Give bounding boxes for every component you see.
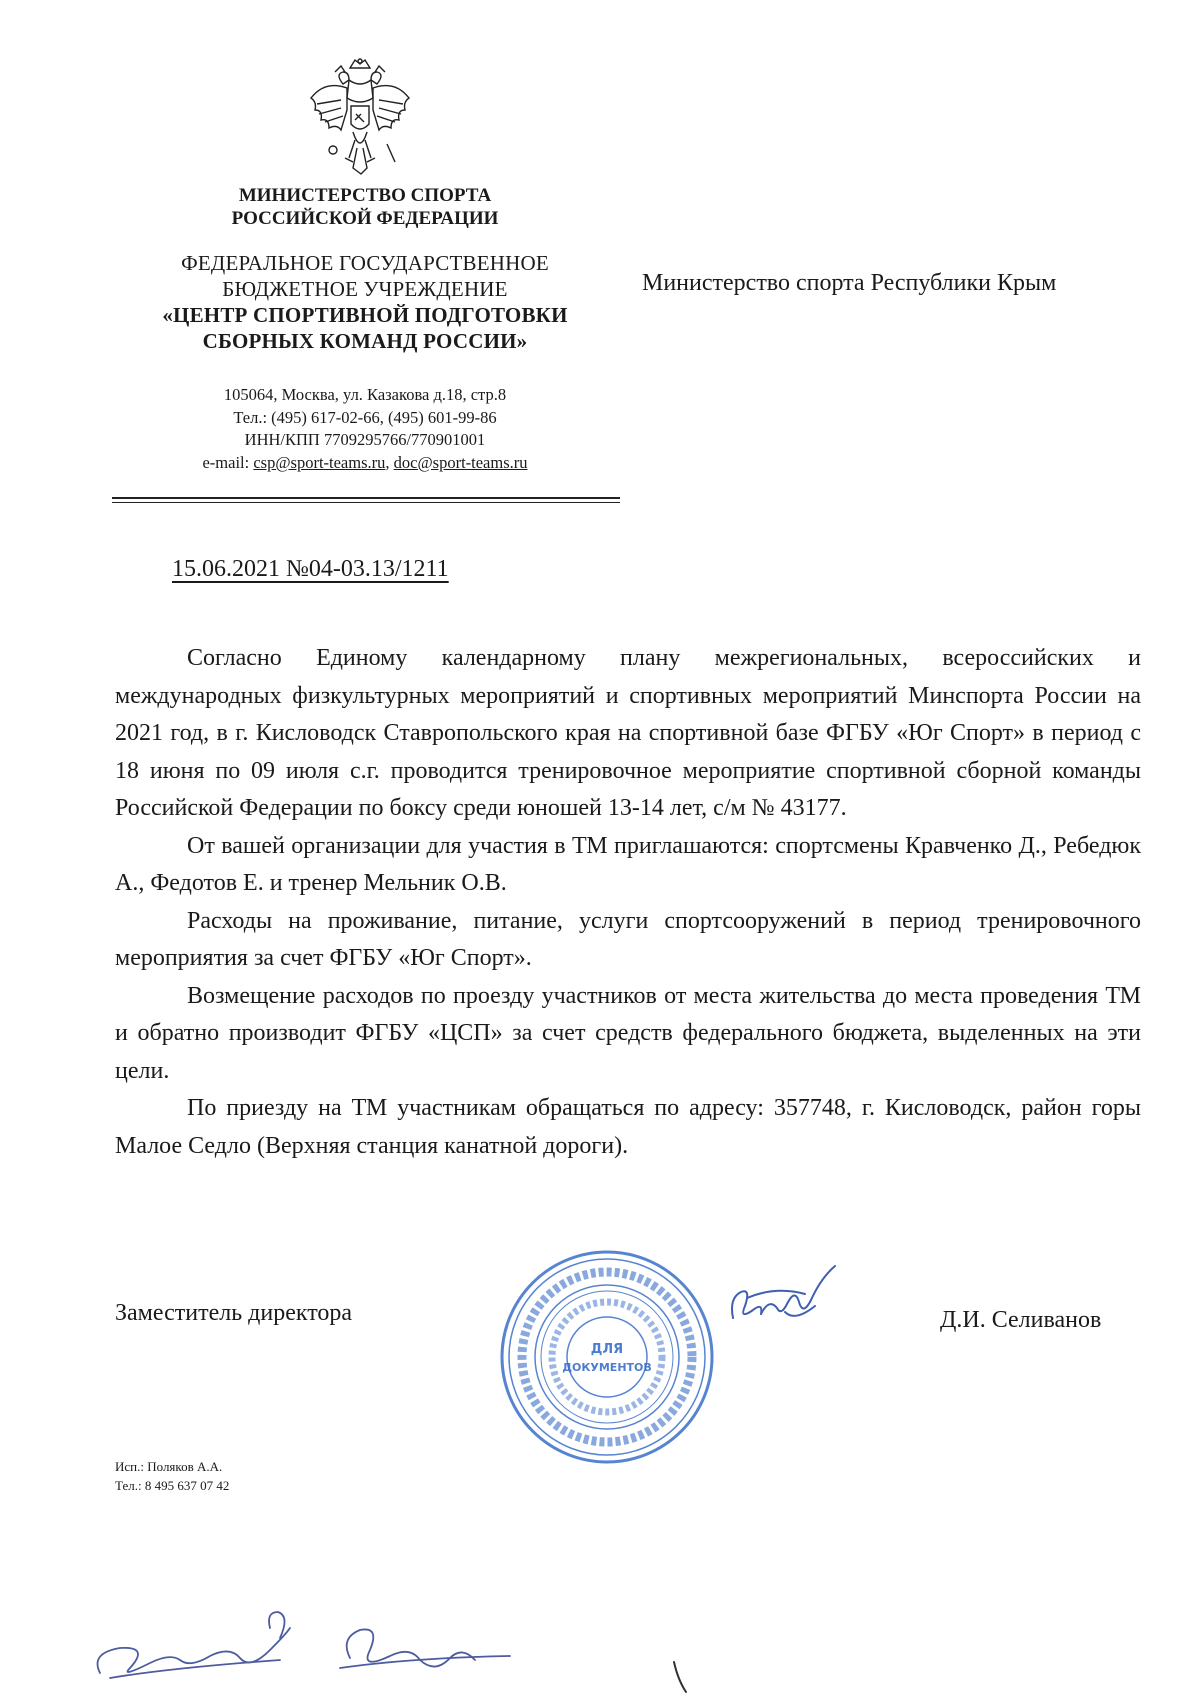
email-separator: , bbox=[385, 452, 394, 472]
email-link-doc[interactable]: doc@sport-teams.ru bbox=[393, 452, 528, 472]
email-line bbox=[110, 452, 620, 475]
body-paragraph-2: От вашей организации для участия в ТМ приглашаются: спортсмены Кравченко Д., Ребедюк А., Федотов Е. и тренер Мельник О.В. bbox=[115, 832, 1141, 896]
document-number: 15.06.2021 №04-03.13/1211 bbox=[172, 556, 449, 582]
body-paragraph-3: Расходы на проживание, питание, услуги спортсооружений в период тренировочного мероприятия за счет ФГБУ «Юг Спорт». bbox=[115, 907, 1141, 971]
email-label: e-mail: bbox=[202, 452, 254, 472]
body-paragraph-1: Согласно Единому календарному плану межрегиональных, всероссийских и международных физкультурных мероприятий и спортивных мероприятий Минспорта России на 2021 год, в г. Кисловодск Ставропольского края на спортивной базе ФГБУ «Юг Спорт» в период с 18 июня по 09 июля с.г. проводится тренировочное мероприятие спортивной сборной команды Российской Федерации по боксу среди юношей 13-14 лет, с/м № 43177. bbox=[115, 645, 1141, 821]
bottom-handwriting-icon bbox=[90, 1598, 590, 1697]
executor-name: Исп.: Поляков А.А. bbox=[115, 1459, 223, 1474]
body-paragraph-5: По приезду на ТМ участникам обращаться по адресу: 357748, г. Кисловодск, район горы Малое Седло (Верхняя станция канатной дороги). bbox=[115, 1095, 1141, 1159]
org-line-1: ФЕДЕРАЛЬНОЕ ГОСУДАРСТВЕННОЕ bbox=[181, 251, 549, 275]
addressee: Министерство спорта Республики Крым bbox=[642, 270, 1057, 296]
ministry-line-2: РОССИЙСКОЙ ФЕДЕРАЦИИ bbox=[231, 208, 499, 229]
email-link-csp[interactable]: csp@sport-teams.ru bbox=[253, 452, 386, 472]
signatory-name: Д.И. Селиванов bbox=[940, 1307, 1102, 1333]
org-line-2: БЮДЖЕТНОЕ УЧРЕЖДЕНИЕ bbox=[222, 277, 508, 301]
official-stamp-icon bbox=[495, 1245, 720, 1470]
address: 105064, Москва, ул. Казакова д.18, стр.8 bbox=[223, 385, 507, 404]
stamp-text-1: ДЛЯ bbox=[590, 1342, 624, 1357]
phones: Тел.: (495) 617-02-66, (495) 601-99-86 bbox=[233, 407, 497, 427]
inn-kpp: ИНН/КПП 7709295766/770901001 bbox=[244, 430, 486, 449]
body-paragraph-4: Возмещение расходов по проезду участников от места жительства до места проведения ТМ и обратно производит ФГБУ «ЦСП» за счет средств федерального бюджета, выделенных на эти цели. bbox=[115, 982, 1141, 1084]
executor-info bbox=[115, 1457, 229, 1495]
executor-phone: Тел.: 8 495 637 07 42 bbox=[115, 1478, 230, 1493]
coat-of-arms-icon bbox=[305, 58, 415, 183]
header-divider-thin bbox=[112, 502, 620, 503]
letter-body bbox=[115, 640, 1141, 1165]
contact-block bbox=[110, 384, 620, 474]
stamp-text-2: ДОКУМЕНТОВ bbox=[562, 1361, 652, 1374]
signatory-title: Заместитель директора bbox=[115, 1300, 353, 1326]
handwritten-signature-icon bbox=[725, 1258, 850, 1338]
header-divider-thick bbox=[112, 497, 620, 499]
organization-name bbox=[110, 250, 620, 354]
org-name-line-1: «ЦЕНТР СПОРТИВНОЙ ПОДГОТОВКИ bbox=[162, 303, 568, 327]
ministry-line-1: МИНИСТЕРСТВО СПОРТА bbox=[238, 185, 492, 206]
ministry-heading bbox=[110, 184, 620, 230]
org-name-line-2: СБОРНЫХ КОМАНД РОССИИ» bbox=[202, 329, 528, 353]
margin-mark-icon bbox=[670, 1660, 710, 1697]
